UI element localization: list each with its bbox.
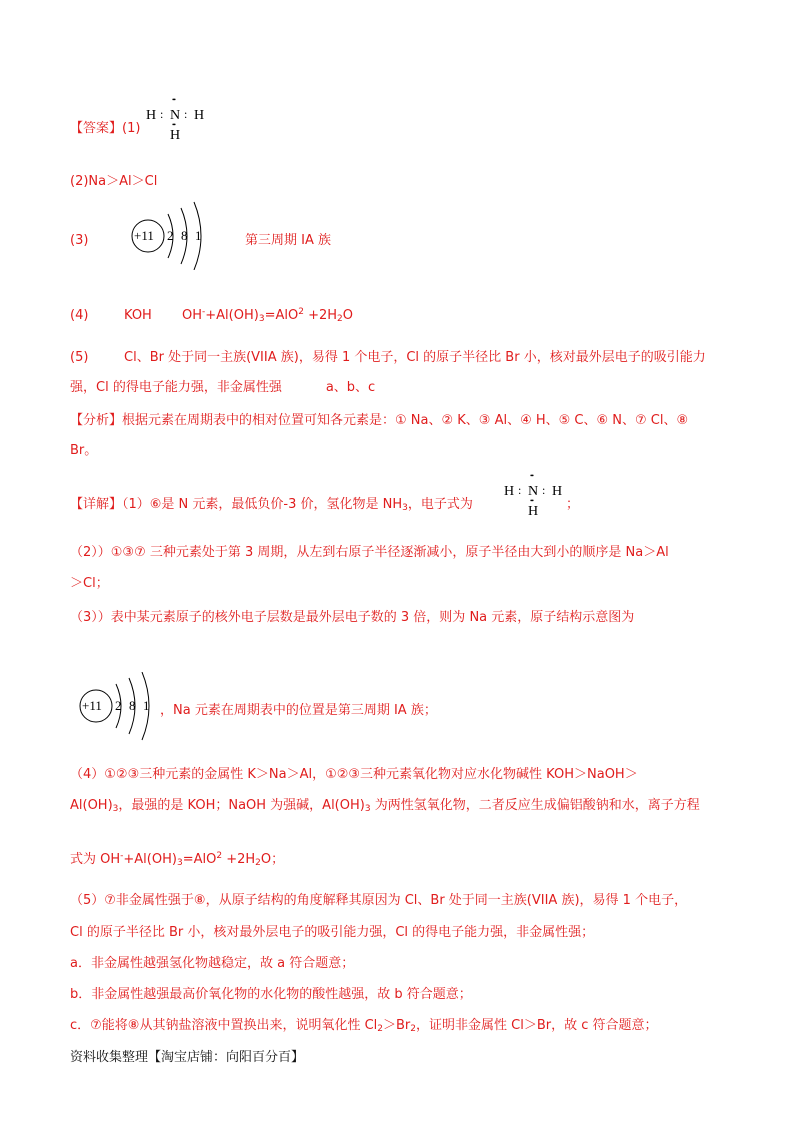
analysis-line2: Br。 — [70, 443, 98, 458]
lewis-bond-bottom: •• — [172, 121, 175, 129]
atom-shell-2: 8 — [181, 228, 188, 243]
answer-p4-koh: KOH — [124, 308, 152, 323]
lewis-n: N — [170, 108, 181, 123]
answer-p5-number: (5) — [70, 350, 89, 365]
ammonia-lewis-structure — [146, 98, 216, 148]
answer-p3-number: (3) — [70, 233, 89, 248]
detail-p3-after: ，Na 元素在周期表中的位置是第三周期 IA 族； — [160, 703, 437, 718]
detail-p5-line1: （5）⑦非金属性强于⑧，从原子结构的角度解释其原因为 Cl、Br 处于同一主族(VIIA 族)，易得 1 个电子， — [70, 893, 688, 908]
detail-p5-line2: Cl 的原子半径比 Br 小，核对最外层电子的吸引能力强，Cl 的得电子能力强，非金属性强； — [70, 925, 595, 940]
answer-p4-number: (4) — [70, 308, 89, 323]
lewis-h-right: H — [194, 108, 205, 123]
detail-p1-end: ； — [566, 497, 580, 512]
atom-nucleus: +11 — [134, 228, 154, 243]
answer-p5-line2: 强，Cl 的得电子能力强，非金属性强 a、b、c — [70, 380, 376, 395]
detail-p5-a: a．非金属性越强氢化物越稳定，故 a 符合题意； — [70, 956, 355, 971]
ammonia-lewis-structure-2: H : N •• : H •• H — [504, 472, 563, 519]
answer-p5-line1: Cl、Br 处于同一主族(VIIA 族)，易得 1 个电子，Cl 的原子半径比 Br 小，核对最外层电子的吸引能力 — [124, 350, 706, 365]
detail-p4-line3: 式为 $OH^-+Al(OH)_3=AlO^2 +2H_2O$； — [70, 851, 285, 868]
answer-p2: (2)Na＞Al＞Cl — [70, 174, 158, 189]
lewis-h-left: H — [146, 108, 157, 123]
answer-p3-text: 第三周期 IA 族 — [245, 233, 331, 248]
detail-p4-line1: （4）①②③三种元素的金属性 K＞Na＞Al，①②③三种元素氧化物对应水化物碱性 KOH＞NaOH＞ — [70, 767, 638, 782]
detail-p2-line1: （2））①③⑦ 三种元素处于第 3 周期，从左到右原子半径逐渐减小，原子半径由大到小的顺序是 Na＞Al — [70, 545, 669, 560]
answer-p1-number: (1) — [122, 121, 141, 136]
detail-p1: 【详解】（1）⑥是 N 元素，最低负价-3 价，氢化物是 $NH_3$，电子式为 — [70, 497, 473, 513]
lewis-bond-right: : — [184, 107, 188, 121]
detail-p4-line2: $Al(OH)_3$，最强的是 KOH；NaOH 为强碱，$Al(OH)_3$ 为两性氢氧化物，二者反应生成偏铝酸钠和水，离子方程 — [70, 798, 700, 814]
lewis-lone-pair: •• — [172, 96, 175, 104]
page-footer: 资料收集整理【淘宝店铺：向阳百分百】 — [70, 1050, 305, 1065]
answer-label: 【答案】 — [70, 121, 123, 136]
sodium-atom-structure-diagram — [128, 200, 218, 270]
analysis-line1: 【分析】根据元素在周期表中的相对位置可知各元素是：① Na、② K、③ Al、④ H、⑤ C、⑥ N、⑦ Cl、⑧ — [70, 413, 689, 428]
detail-p5-b: b．非金属性越强最高价氧化物的水化物的酸性越强，故 b 符合题意； — [70, 987, 472, 1002]
sodium-atom-structure-diagram-2: +11 2 8 1 — [76, 672, 166, 742]
detail-p5-c: c．⑦能将⑧从其钠盐溶液中置换出来，说明氧化性 $Cl_2>Br_2$，证明非金属性 Cl＞Br，故 c 符合题意； — [70, 1018, 658, 1034]
atom-shell-3: 1 — [195, 228, 202, 243]
answer-p4-equation: $OH^-+Al(OH)_3=AlO^2 +2H_2O$ — [182, 307, 353, 324]
detail-p3-line1: （3））表中某元素原子的核外电子层数是最外层电子数的 3 倍，则为 Na 元素，原子结构示意图为 — [70, 610, 635, 625]
lewis-bond-left: : — [160, 107, 164, 121]
answer-label-line — [70, 121, 140, 137]
lewis-h-bottom: H — [170, 128, 181, 143]
atom-shell-1: 2 — [167, 228, 174, 243]
detail-p2-line2: ＞Cl； — [70, 576, 109, 591]
